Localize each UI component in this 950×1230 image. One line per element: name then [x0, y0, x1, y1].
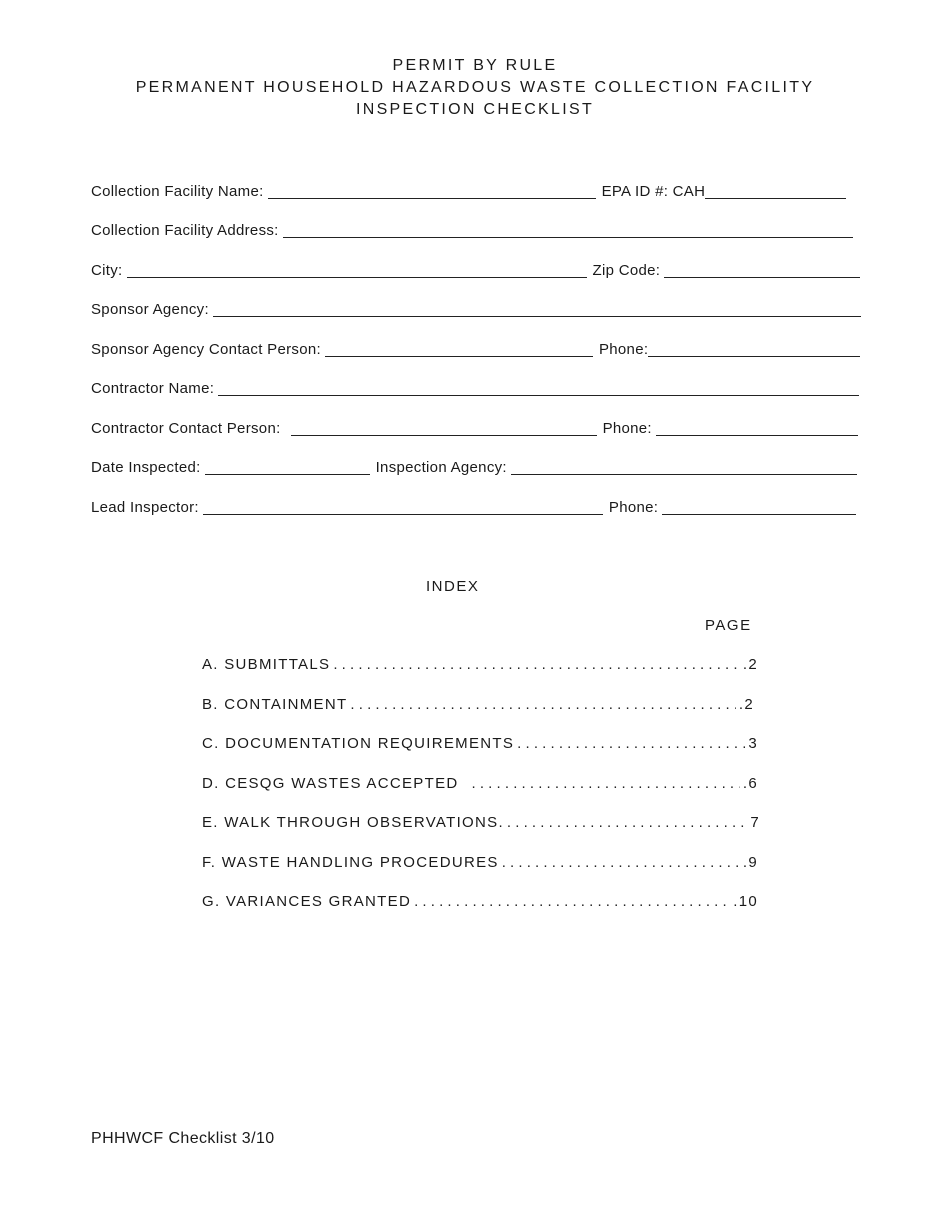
leader-dots: [333, 656, 740, 673]
city-label: City:: [91, 262, 123, 279]
page-column-heading: PAGE: [705, 617, 752, 634]
sponsor-agency-row: [91, 301, 861, 318]
contractor-contact-field[interactable]: [291, 434, 597, 436]
contractor-name-label: Contractor Name:: [91, 380, 215, 397]
index-entry-label: F. WASTE HANDLING PROCEDURES: [202, 854, 499, 871]
leader-dots: [517, 735, 745, 752]
city-zip-row: [91, 262, 860, 279]
index-entry: [202, 696, 754, 713]
zip-code-field[interactable]: [664, 276, 860, 278]
inspector-phone-label: Phone:: [608, 499, 659, 516]
inspection-agency-label: Inspection Agency:: [375, 459, 507, 476]
contractor-contact-label: Contractor Contact Person:: [91, 420, 281, 437]
index-heading: INDEX: [426, 578, 480, 595]
sponsor-phone-label: Phone:: [598, 341, 649, 358]
facility-name-field[interactable]: [268, 197, 596, 199]
leader-dots: [472, 775, 740, 792]
index-entry-page: .9: [742, 854, 758, 871]
index-entry-label: B. CONTAINMENT: [202, 696, 348, 713]
footer-form-id: PHHWCF Checklist 3/10: [91, 1130, 275, 1147]
contractor-phone-label: Phone:: [602, 420, 652, 437]
index-entry-label: A. SUBMITTALS: [202, 656, 331, 673]
lead-inspector-label: Lead Inspector:: [91, 499, 199, 516]
index-entry-page: .2: [738, 696, 754, 713]
sponsor-phone-field[interactable]: [648, 355, 860, 357]
index-entry-page: .6: [742, 775, 758, 792]
date-agency-row: [91, 459, 857, 476]
sponsor-agency-field[interactable]: [213, 315, 861, 317]
contractor-name-field[interactable]: [218, 394, 859, 396]
sponsor-agency-label: Sponsor Agency:: [91, 301, 209, 318]
index-entry-page: 3: [748, 735, 758, 752]
document-title-line-1: PERMIT BY RULE: [392, 57, 558, 74]
index-entry: [202, 814, 760, 831]
facility-name-row: [91, 183, 846, 200]
lead-inspector-row: [91, 499, 856, 516]
contractor-contact-row: [91, 420, 858, 437]
city-field[interactable]: [127, 276, 587, 278]
epa-id-label: EPA ID #: CAH: [601, 183, 706, 200]
leader-dots: [502, 854, 740, 871]
index-entry: [202, 775, 758, 792]
sponsor-contact-field[interactable]: [325, 355, 593, 357]
lead-inspector-field[interactable]: [203, 513, 603, 515]
date-inspected-label: Date Inspected:: [91, 459, 201, 476]
index-entry-page: .2: [742, 656, 758, 673]
sponsor-contact-label: Sponsor Agency Contact Person:: [91, 341, 321, 358]
document-title-line-2: PERMANENT HOUSEHOLD HAZARDOUS WASTE COLLECTION FACILITY: [135, 79, 815, 96]
leader-dots: [350, 696, 735, 713]
contractor-phone-field[interactable]: [656, 434, 858, 436]
inspector-phone-field[interactable]: [662, 513, 856, 515]
date-inspected-field[interactable]: [205, 473, 370, 475]
sponsor-contact-row: [91, 341, 860, 358]
facility-address-field[interactable]: [283, 236, 853, 238]
facility-name-label: Collection Facility Name:: [91, 183, 264, 200]
document-title-line-3: INSPECTION CHECKLIST: [355, 101, 595, 118]
epa-id-field[interactable]: [705, 197, 846, 199]
contractor-name-row: [91, 380, 859, 397]
index-entry-label: E. WALK THROUGH OBSERVATIONS.: [202, 814, 504, 831]
index-entry: [202, 656, 758, 673]
index-entry-label: C. DOCUMENTATION REQUIREMENTS: [202, 735, 515, 752]
index-entry: [202, 735, 758, 752]
facility-address-label: Collection Facility Address:: [91, 222, 279, 239]
index-entry: [202, 893, 758, 910]
index-entry: [202, 854, 758, 871]
index-entry-label: D. CESQG WASTES ACCEPTED: [202, 775, 459, 792]
leader-dots: [414, 893, 730, 910]
index-entry-label: G. VARIANCES GRANTED: [202, 893, 412, 910]
zip-code-label: Zip Code:: [592, 262, 661, 279]
index-entry-page: 7: [750, 814, 760, 831]
leader-dots: [507, 814, 747, 831]
facility-address-row: [91, 222, 853, 239]
index-entry-page: .10: [733, 893, 758, 910]
inspection-agency-field[interactable]: [511, 473, 857, 475]
